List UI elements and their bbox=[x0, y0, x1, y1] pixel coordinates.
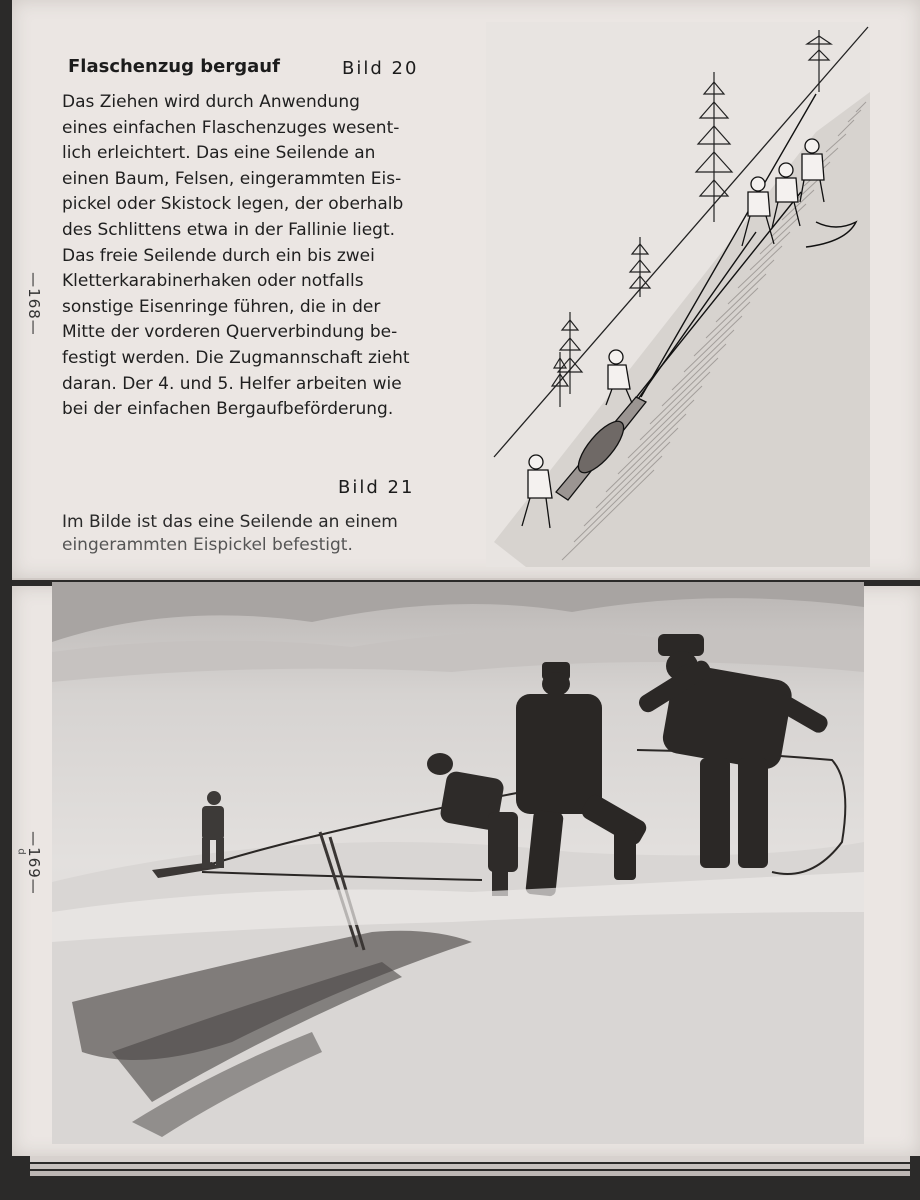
page-168 bbox=[12, 0, 920, 580]
body-line: daran. Der 4. und 5. Helfer arbeiten wie bbox=[62, 373, 402, 394]
page-number: —168— bbox=[24, 272, 43, 336]
caption-line: Im Bilde ist das eine Seilende an einem bbox=[62, 512, 398, 532]
body-paragraph bbox=[62, 90, 438, 423]
page-edge bbox=[30, 1164, 910, 1169]
section-heading: Flaschenzug bergauf bbox=[68, 56, 280, 77]
pulley-illustration bbox=[486, 22, 870, 567]
body-line: sonstige Eisenringe führen, die in der bbox=[62, 296, 381, 317]
body-line: des Schlittens etwa in der Fallinie liegt. bbox=[62, 219, 396, 240]
page-number: —169— bbox=[24, 831, 43, 895]
body-line: einen Baum, Felsen, eingerammten Eis- bbox=[62, 168, 402, 189]
body-line: eines einfachen Flaschenzuges wesent- bbox=[62, 117, 400, 138]
body-line: Das freie Seilende durch ein bis zwei bbox=[62, 245, 375, 266]
body-line: bei der einfachen Bergaufbeförderung. bbox=[62, 399, 394, 420]
body-line: lich erleichtert. Das eine Seilende an bbox=[62, 143, 376, 164]
page-edge bbox=[30, 1171, 910, 1176]
figure-label-bild-20: Bild 20 bbox=[342, 58, 419, 79]
figure-caption bbox=[62, 511, 398, 557]
body-line: Mitte der vorderen Querverbindung be- bbox=[62, 322, 398, 343]
page-edge bbox=[30, 1156, 910, 1162]
caption-line: eingerammten Eispickel befestigt. bbox=[62, 535, 353, 555]
figure-label-bild-21: Bild 21 bbox=[338, 477, 415, 498]
printer-mark: d bbox=[15, 848, 27, 855]
body-line: Das Ziehen wird durch Anwendung bbox=[62, 92, 360, 112]
photograph-rescue-team bbox=[52, 582, 864, 1144]
body-line: festigt werden. Die Zugmannschaft zieht bbox=[62, 347, 410, 368]
body-line: Kletterkarabinerhaken oder notfalls bbox=[62, 271, 364, 292]
body-line: pickel oder Skistock legen, der oberhalb bbox=[62, 194, 404, 215]
